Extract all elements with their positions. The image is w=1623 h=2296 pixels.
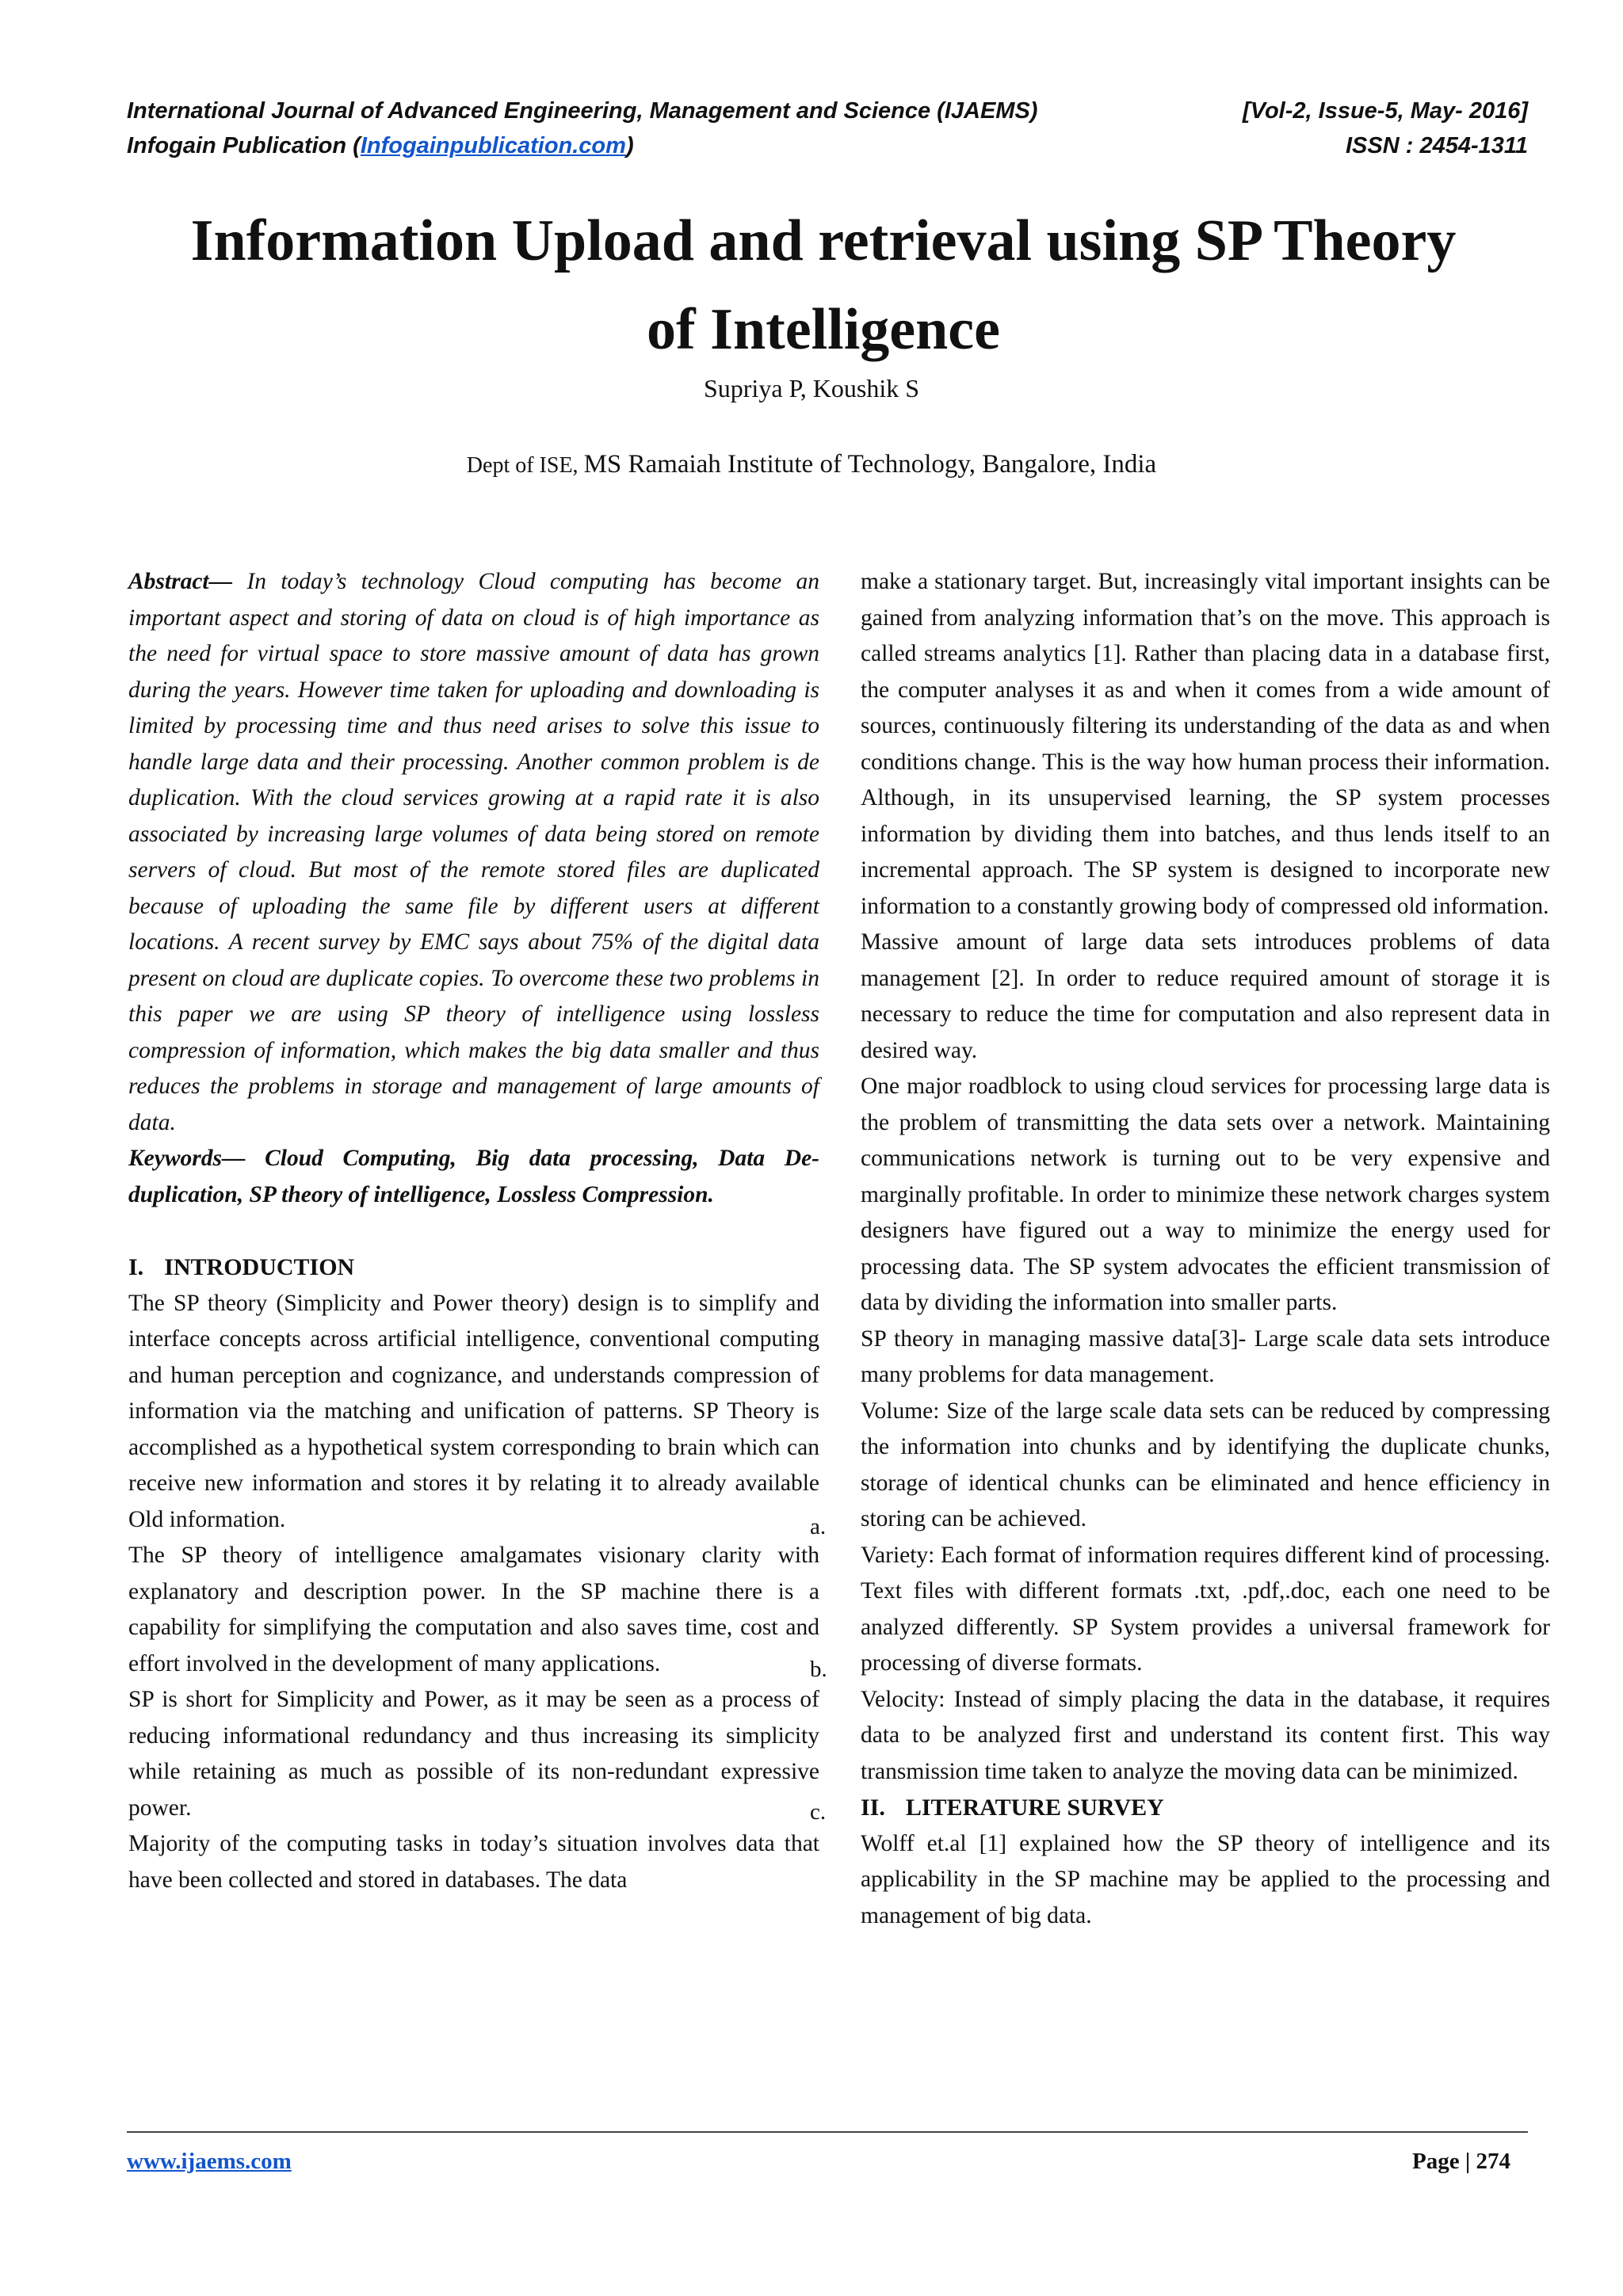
body-paragraph-variety: Variety: Each format of information requires different kind of processing. Text files with different formats .txt, .pdf,.doc, each one need to be analyzed differently. SP System provides a universal framework for processing of diverse formats.: [861, 1542, 1550, 1676]
footer-website-link[interactable]: www.ijaems.com: [127, 2149, 292, 2174]
authors: Supriya P, Koushik S: [703, 374, 920, 402]
intro-paragraph: The SP theory of intelligence amalgamates visionary clarity with explanatory and description power. In the SP machine there is a capability for simplifying the computation and also saves time, cost and effort involved in the development of many applications.: [128, 1543, 819, 1676]
body-paragraph: One major roadblock to using cloud services for processing large data is the problem of transmitting the data sets over a network. Maintaining communications network is turning out to be very expensive and marginally profitable. In order to minimize these network charges system designers have figured out a way to minimize the energy used for processing data. The SP system advocates the efficient transmission of data by dividing the information into smaller parts.: [861, 1074, 1550, 1315]
publisher: Infogain Publication (Infogainpublication.com): [127, 133, 634, 158]
section-heading-introduction: I. INTRODUCTION: [128, 1254, 355, 1280]
running-header: [127, 93, 1528, 163]
abstract: [128, 564, 819, 1141]
publisher-link[interactable]: Infogainpublication.com: [360, 133, 626, 158]
body-paragraph: SP theory in managing massive data[3]- Large scale data sets introduce many problems for data management.: [861, 1325, 1550, 1387]
body-paragraph-velocity: Velocity: Instead of simply placing the data in the database, it requires data to be analyzed first and understand its content first. This way transmission time taken to analyze the moving data can be minimized.: [861, 1686, 1550, 1784]
body-paragraph-volume: Volume: Size of the large scale data sets can be reduced by compressing the information into chunks and by identifying the duplicate chunks, storage of identical chunks can be eliminated and hence efficiency in storing can be achieved.: [861, 1398, 1550, 1531]
list-marker-b: b.: [810, 1657, 827, 1682]
left-column: [128, 564, 819, 1898]
affiliation: Dept of ISE, MS Ramaiah Institute of Technology, Bangalore, India: [466, 450, 1157, 479]
intro-paragraph: SP is short for Simplicity and Power, as it may be seen as a process of reducing informational redundancy and thus increasing its simplicity while retaining as much as possible of its non-redundant expressive power.: [128, 1687, 819, 1821]
footer-rule: [127, 2131, 1528, 2138]
body-paragraph: Massive amount of large data sets introduces problems of data management [2]. In order to reduce required amount of storage it is necessary to reduce the time for computation and also represent data in desired way.: [861, 929, 1550, 1063]
intro-paragraph: The SP theory (Simplicity and Power theory) design is to simplify and interface concepts across artificial intelligence, conventional computing and human perception and cognizance, and understands compression of information via the matching and unification of patterns. SP Theory is accomplished as a hypothetical system corresponding to brain which can receive new information and stores it by relating it to already available Old information.: [128, 1290, 819, 1532]
right-column: [861, 564, 1550, 1934]
section-heading-literature-survey: II. LITERATURE SURVEY: [861, 1794, 1164, 1821]
keywords: Keywords— Cloud Computing, Big data processing, Data De-duplication, SP theory of intelligence, Lossless Compression.: [128, 1146, 819, 1207]
body-paragraph: make a stationary target. But, increasingly vital important insights can be gained from analyzing information that’s on the move. This approach is called streams analytics [1]. Rather than placing data in a database first, the computer analyses it as and when it comes from a wide amount of sources, continuously filtering its understanding of the data as and when conditions change. This is the way how human process their information. Although, in its unsupervised learning, the SP system processes information by dividing them into batches, and thus lends itself to an incremental approach. The SP system is designed to incorporate new information to a constantly growing body of compressed old information.: [861, 569, 1550, 919]
journal-name: International Journal of Advanced Engineering, Management and Science (IJAEMS): [127, 98, 1038, 124]
literature-paragraph: Wolff et.al [1] explained how the SP theory of intelligence and its applicability in the SP machine may be applied to the processing and management of big data.: [861, 1830, 1550, 1928]
abstract-label: Abstract—: [128, 569, 233, 594]
list-marker-a: a.: [810, 1514, 827, 1539]
paper-title: Information Upload and retrieval using SP Theory of Intelligence: [190, 208, 1457, 362]
footer: [127, 2149, 1510, 2175]
page-number: Page | 274: [1412, 2149, 1510, 2174]
intro-paragraph: Majority of the computing tasks in today’s situation involves data that have been collected and stored in databases. The data: [128, 1831, 819, 1893]
abstract-text: In today’s technology Cloud computing has become an important aspect and storing of data on cloud is of high importance as the need for virtual space to store massive amount of data has grown during the years. However time taken for uploading and downloading is limited by processing time and thus need arises to solve this issue to handle large data and their processing. Another common problem is de duplication. With the cloud services growing at a rapid rate it is also associated by increasing large volumes of data being stored on remote servers of cloud. But most of the remote stored files are duplicated because of uploading the same file by different users at different locations. A recent survey by EMC says about 75% of the digital data present on cloud are duplicate copies. To overcome these two problems in this paper we are using SP theory of intelligence using lossless compression of information, which makes the big data smaller and thus reduces the problems in storage and management of large amounts of data.: [128, 569, 819, 1135]
list-marker-c: c.: [810, 1799, 827, 1825]
volume-info: [Vol-2, Issue-5, May- 2016]: [1243, 98, 1528, 124]
issn: ISSN : 2454-1311: [1346, 133, 1528, 158]
